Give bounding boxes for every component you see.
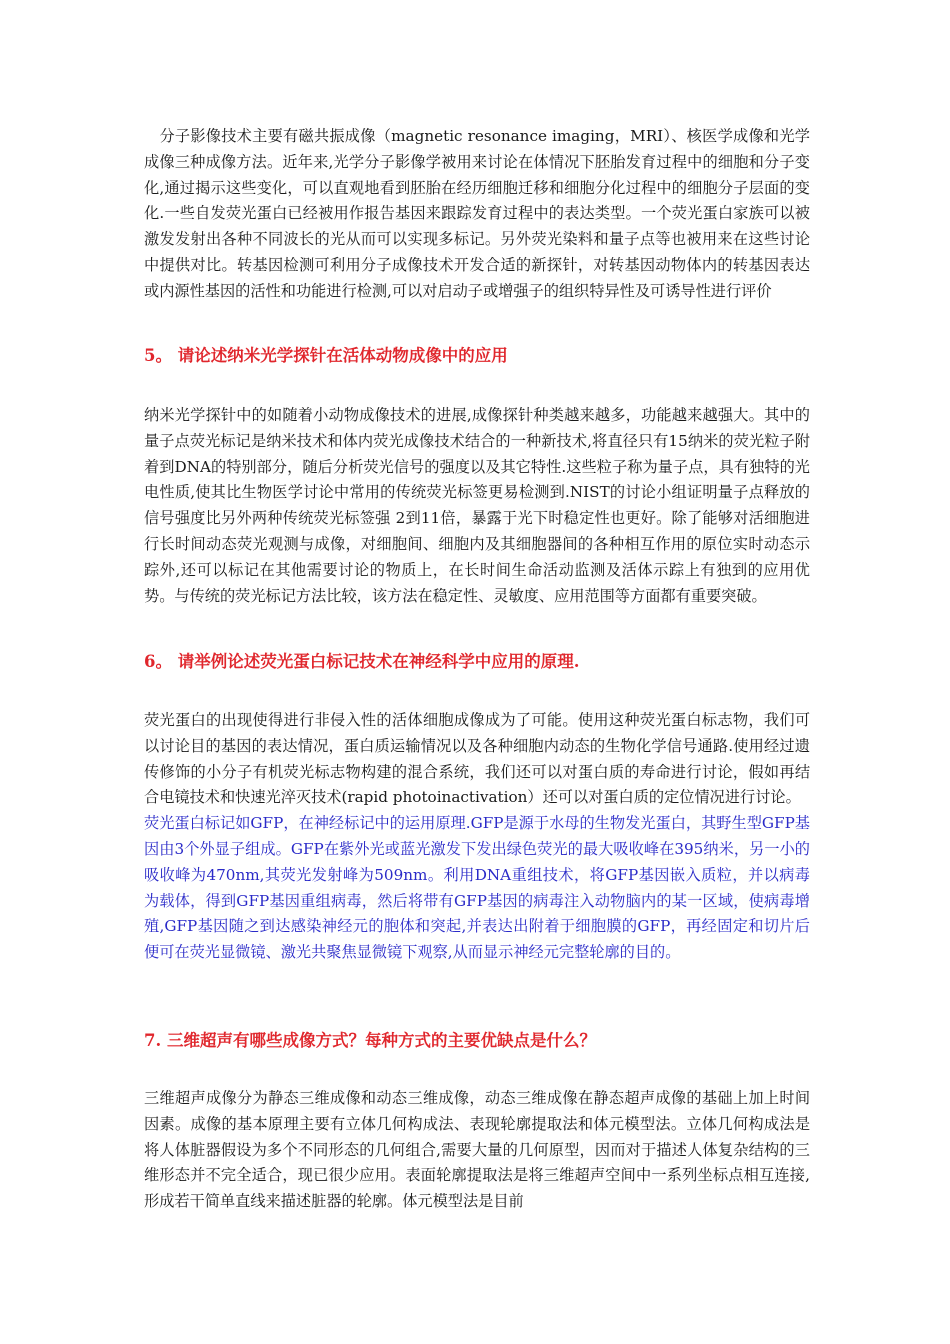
question-7-answer-section [144,1086,810,1215]
question-7-answer: 三维超声成像分为静态三维成像和动态三维成像，动态三维成像在静态超声成像的基础上加上时间因素。成像的基本原理主要有立体几何构成法、表现轮廓提取法和体元模型法。立体几何构成法是将人体脏器假设为多个不同形态的几何组合,需要大量的几何原型，因而对于描述人体复杂结构的三维形态并不完全适合，现已很少应用。表面轮廓提取法是将三维超声空间中一系列坐标点相互连接,形成若干简单直线来描述脏器的轮廓。体元模型法是目前 [144,1089,810,1211]
question-6-heading: 6。 请举例论述荧光蛋白标记技术在神经科学中应用的原理. [144,652,580,671]
question-5-answer: 纳米光学探针中的如随着小动物成像技术的进展,成像探针种类越来越多，功能越来越强大。其中的量子点荧光标记是纳米技术和体内荧光成像技术结合的一种新技术,将直径只有15纳米的荧光粒子附着到DNA的特别部分，随后分析荧光信号的强度以及其它特性.这些粒子称为量子点，具有独特的光电性质,使其比生物医学讨论中常用的传统荧光标签更易检测到.NIST的讨论小组证明量子点释放的信号强度比另外两种传统荧光标签强 2到11倍，暴露于光下时稳定性也更好。除了能够对活细胞进行长时间动态荧光观测与成像，对细胞间、细胞内及其细胞器间的各种相互作用的原位实时动态示踪外,还可以标记在其他需要讨论的物质上，在长时间生命活动监测及活体示踪上有独到的应用优势。与传统的荧光标记方法比较，该方法在稳定性、灵敏度、应用范围等方面都有重要突破。 [144,406,810,605]
intro-section [144,124,810,305]
question-7-heading: 7. 三维超声有哪些成像方式？每种方式的主要优缺点是什么？ [144,1031,596,1050]
intro-paragraph: 分子影像技术主要有磁共振成像（magnetic resonance imaging，MRI）、核医学成像和光学成像三种成像方法。近年来,光学分子影像学被用来讨论在体情况下胚胎发育过程中的细胞和分子变化,通过揭示这些变化，可以直观地看到胚胎在经历细胞迁移和细胞分化过程中的细胞分子层面的变化.一些自发荧光蛋白已经被用作报告基因来跟踪发育过程中的表达类型。一个荧光蛋白家族可以被激发发射出各种不同波长的光从而可以实现多标记。另外荧光染料和量子点等也被用来在这些讨论中提供对比。转基因检测可利用分子成像技术开发合适的新探针，对转基因动物体内的转基因表达或内源性基因的活性和功能进行检测,可以对启动子或增强子的组织特异性及可诱导性进行评价 [144,127,810,300]
question-6-answer-section [144,708,810,966]
question-5-heading: 5。 请论述纳米光学探针在活体动物成像中的应用 [144,346,508,365]
question-5-answer-section [144,403,810,609]
question-6-answer: 荧光蛋白的出现使得进行非侵入性的活体细胞成像成为了可能。使用这种荧光蛋白标志物，我们可以讨论目的基因的表达情况，蛋白质运输情况以及各种细胞内动态的生物化学信号通路.使用经过遗传修饰的小分子有机荧光标志物构建的混合系统，我们还可以对蛋白质的寿命进行讨论，假如再结合电镜技术和快速光淬灭技术(rapid photoinactivation）还可以对蛋白质的定位情况进行讨论。 [144,711,810,807]
question-6-answer-highlight: 荧光蛋白标记如GFP，在神经标记中的运用原理.GFP是源于水母的生物发光蛋白，其野生型GFP基因由3个外显子组成。GFP在紫外光或蓝光激发下发出绿色荧光的最大吸收峰在395纳米，另一小的吸收峰为470nm,其荧光发射峰为509nm。利用DNA重组技术，将GFP基因嵌入质粒，并以病毒为载体，得到GFP基因重组病毒，然后将带有GFP基因的病毒注入动物脑内的某一区域，使病毒增殖,GFP基因随之到达感染神经元的胞体和突起,并表达出附着于细胞膜的GFP，再经固定和切片后便可在荧光显微镜、激光共聚焦显微镜下观察,从而显示神经元完整轮廓的目的。 [144,814,810,962]
